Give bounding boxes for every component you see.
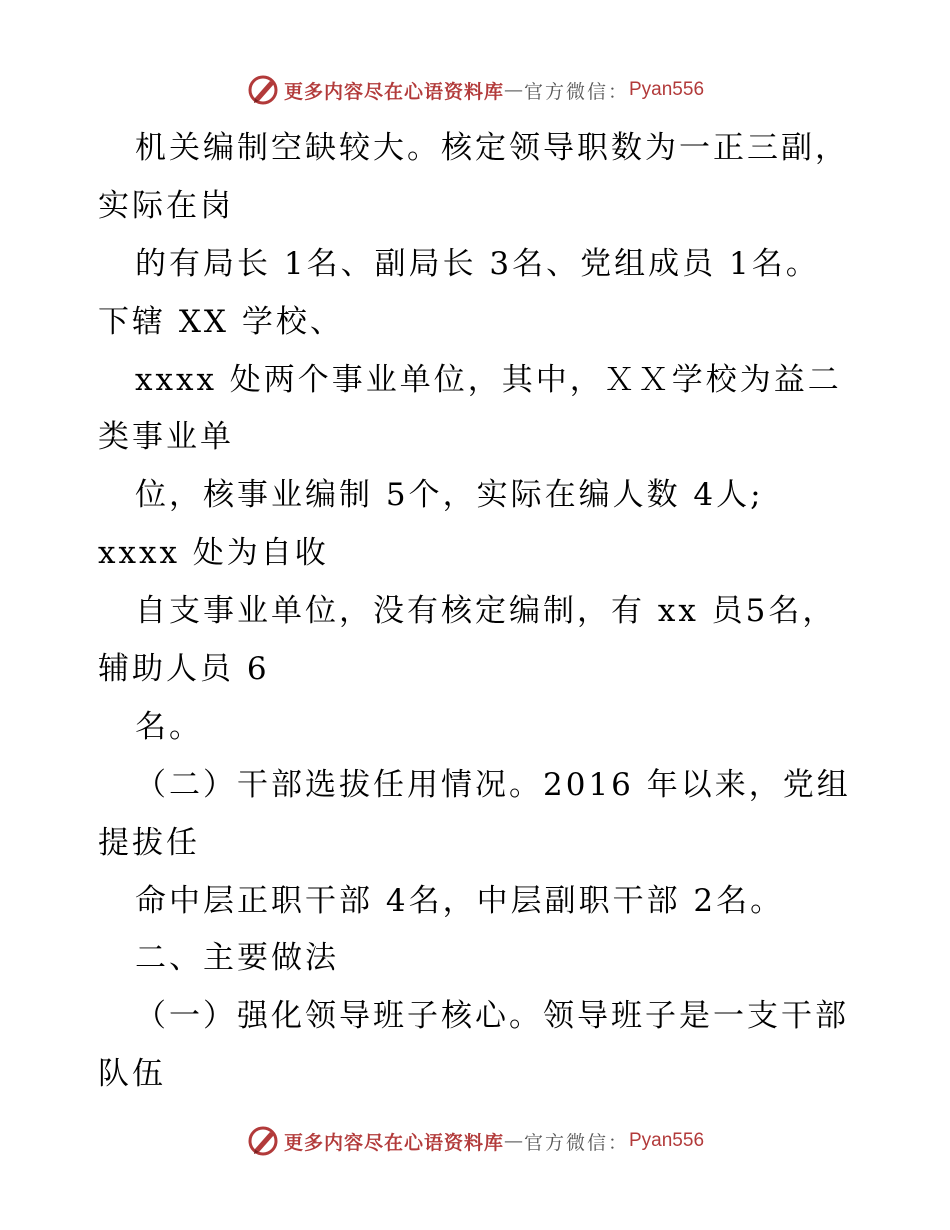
watermark-header (0, 72, 950, 108)
text-line: 提拔任 (98, 824, 200, 861)
document-body (98, 120, 858, 1104)
watermark-footer (0, 1123, 950, 1159)
text-line: xxxx 处两个事业单位，其中，ＸＸ学校为益二 (135, 361, 842, 398)
text-line: 的有局长 1名、副局长 3名、党组成员 1名。 (135, 245, 820, 282)
watermark-id: Pyan556 (629, 79, 705, 100)
text-line: 名。 (135, 708, 203, 745)
text-line: 队伍 (98, 1056, 166, 1093)
text-line: 自支事业单位，没有核定编制，有 xx 员5名， (135, 593, 837, 630)
watermark-brand: 更多内容尽在心语资料库 (283, 80, 504, 103)
text-line: 实际在岗 (98, 187, 234, 224)
text-line: xxxx 处为自收 (98, 535, 329, 572)
section-heading: （二）干部选拔任用情况。2016 年以来，党组 (135, 766, 851, 803)
text-line: 下辖 XX 学校、 (98, 303, 344, 340)
watermark-label: 官方微信： (523, 80, 629, 103)
text-line: 机关编制空缺较大。核定领导职数为一正三副， (135, 130, 849, 166)
text-line: 命中层正职干部 4名，中层副职干部 2名。 (135, 882, 785, 919)
text-line: 位，核事业编制 5个，实际在编人数 4人; (135, 477, 764, 514)
watermark-id: Pyan556 (629, 1130, 705, 1151)
text-line: 辅助人员 6 (98, 651, 270, 688)
pen-logo-icon (246, 1124, 280, 1158)
watermark-dash: — (503, 1130, 524, 1152)
section-heading: 二、主要做法 (135, 940, 339, 977)
watermark-label: 官方微信： (523, 1131, 629, 1154)
section-heading: （一）强化领导班子核心。领导班子是一支干部 (135, 998, 849, 1035)
watermark-dash: — (503, 79, 524, 101)
text-line: 类事业单 (98, 419, 234, 456)
watermark-brand: 更多内容尽在心语资料库 (283, 1131, 504, 1154)
pen-logo-icon (246, 73, 280, 107)
